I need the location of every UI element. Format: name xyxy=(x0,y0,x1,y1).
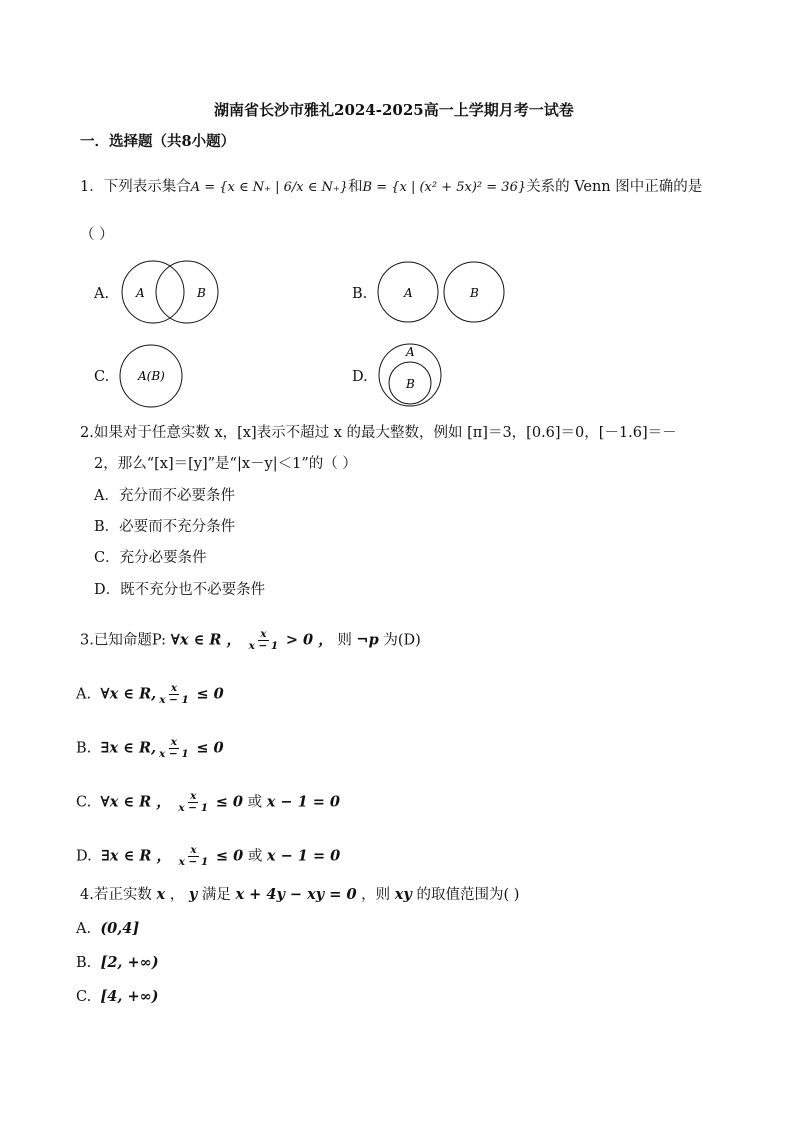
q3-stem xyxy=(80,629,421,652)
q3-option-c: C. ∀x ∈ R ， $\frac{x}{x - 1}$ ≤ 0 或 x − 1 = 0 xyxy=(76,790,341,814)
q2-stem-line1: 2.如果对于任意实数 x，[x]表示不超过 x 的最大整数，例如 [π]＝3，[0.6]＝0，[－1.6]＝－ xyxy=(80,425,677,441)
q1-venn-a xyxy=(118,257,228,327)
q3-then: 则 xyxy=(337,632,352,649)
q3-option-b: B. ∃x ∈ R, $\frac{x}{x - 1}$ ≤ 0 xyxy=(76,736,224,760)
q1-suffix: 关系的 Venn 图中正确的是 xyxy=(526,179,703,195)
q4-option-b: B. [2, +∞) xyxy=(76,954,159,971)
q1-venn-c xyxy=(118,343,184,409)
q1-option-b-label: B. xyxy=(352,286,368,302)
q3-option-d: D. ∃x ∈ R ， $\frac{x}{x - 1}$ ≤ 0 或 x − 1 = 0 xyxy=(76,844,341,868)
venn-a-label-left: A xyxy=(136,286,145,300)
q2-option-d: D．既不充分也不必要条件 xyxy=(94,582,266,598)
q4-stem: 4.若正实数 x ， y 满足 x + 4y − xy = 0 ，则 xy 的取值范围为( ) xyxy=(80,886,520,903)
q4-option-c: C. [4, +∞) xyxy=(76,988,159,1005)
q1-venn-d xyxy=(376,341,446,409)
page-title: 湖南省长沙市雅礼2024-2025高一上学期月考一试卷 xyxy=(214,101,574,119)
q3-prefix: 3.已知命题P: xyxy=(80,632,166,649)
q3-option-a: A. ∀x ∈ R, $\frac{x}{x - 1}$ ≤ 0 xyxy=(76,682,224,706)
q2-stem-line2: 2，那么“[x]＝[y]”是“|x－y|＜1”的（ ） xyxy=(94,456,357,472)
q3-forall: ∀x ∈ R ， xyxy=(170,631,241,649)
q1-option-c-label: C. xyxy=(94,369,110,385)
q3-suffix: 为(D) xyxy=(383,632,421,649)
q1-stem xyxy=(80,178,702,197)
q3-condition: > 0 ， xyxy=(285,631,333,649)
q1-set-b: B = {x | (x² + 5x)² = 36} xyxy=(362,180,527,195)
venn-a-label-right: B xyxy=(197,286,206,300)
q2-option-a: A．充分而不必要条件 xyxy=(94,488,235,504)
venn-d-label-outer: A xyxy=(406,345,415,359)
q1-set-a: A = {x ∈ N₊ | 6/x ∈ N₊} xyxy=(190,180,349,195)
q3-neg-p: ¬p xyxy=(356,631,379,649)
q1-venn-b xyxy=(376,259,511,327)
q1-prefix: 1．下列表示集合 xyxy=(80,179,191,195)
q1-option-a-label: A. xyxy=(94,286,110,302)
section-heading: 一．选择题（共8小题） xyxy=(80,133,236,150)
q2-option-c: C．充分必要条件 xyxy=(94,550,207,566)
q4-option-a: A. (0,4] xyxy=(76,920,140,937)
q1-option-d-label: D. xyxy=(352,369,368,385)
q2-option-b: B．必要而不充分条件 xyxy=(94,519,236,535)
q1-answer-blank: （ ） xyxy=(80,227,114,243)
venn-b-label-left: A xyxy=(404,286,413,300)
venn-b-label-right: B xyxy=(470,286,479,300)
venn-c-label: A(B) xyxy=(138,369,165,383)
q1-and: 和 xyxy=(348,179,363,195)
q3-fraction: $\frac{x}{x - 1}$ xyxy=(248,628,279,652)
venn-d-label-inner: B xyxy=(406,377,415,391)
